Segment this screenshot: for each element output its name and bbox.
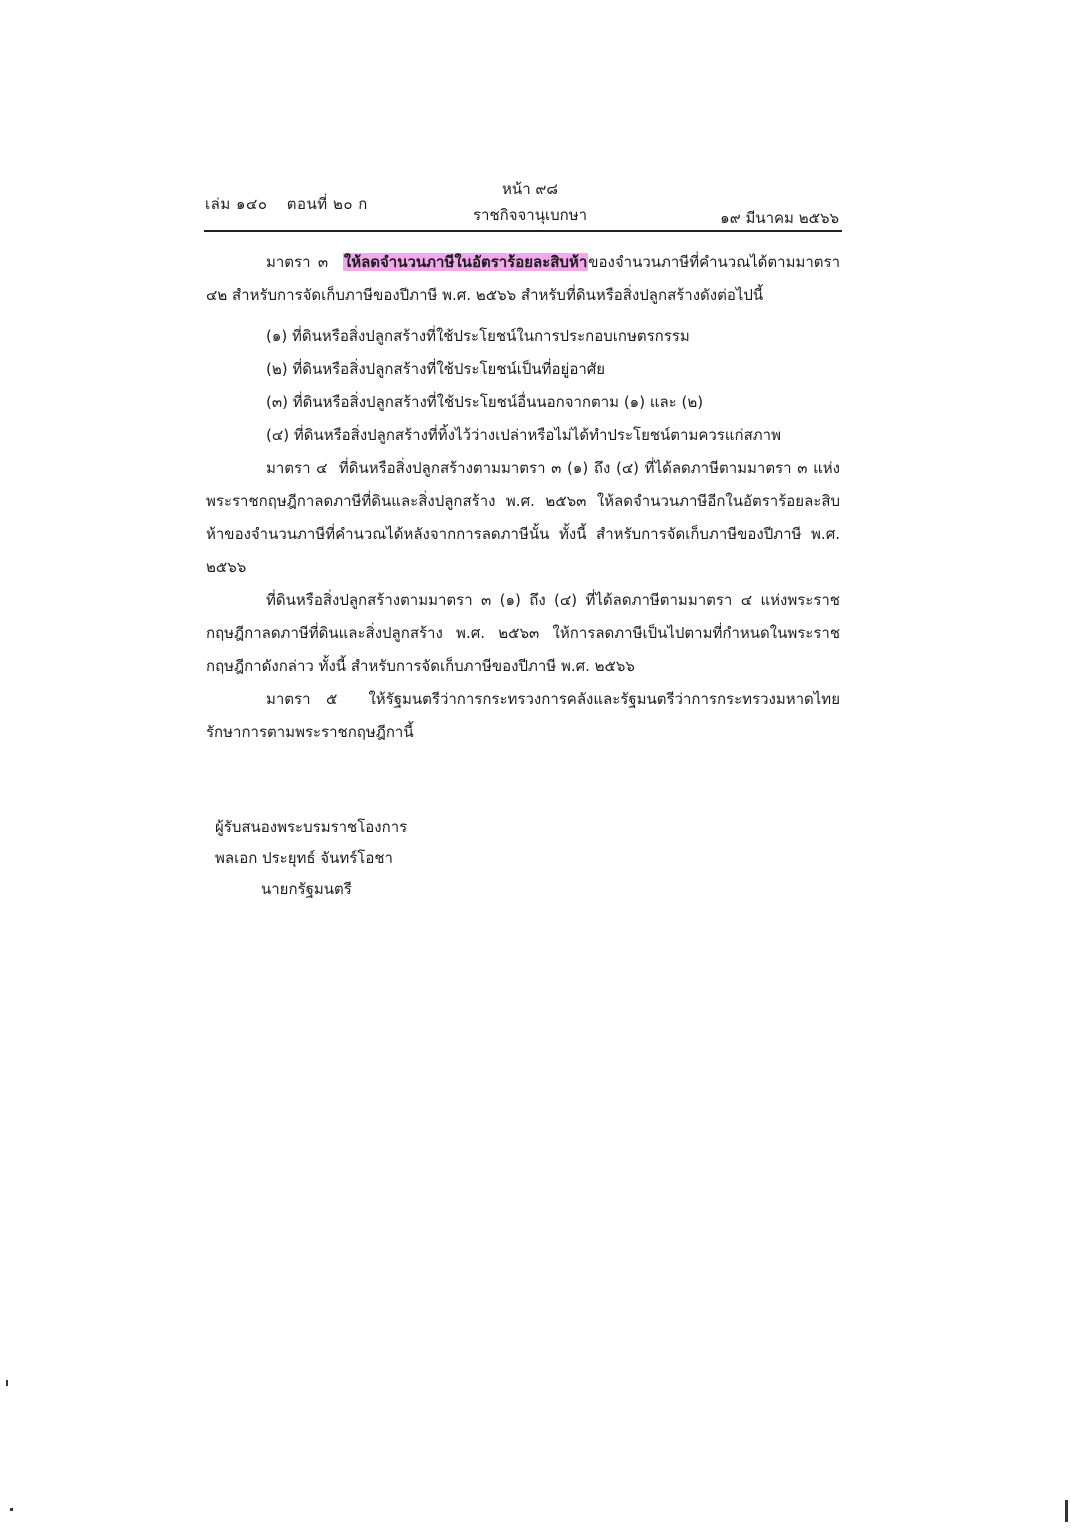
scan-edge-mark bbox=[1065, 1500, 1068, 1522]
page-number: หน้า ๙๘ bbox=[502, 180, 558, 198]
gazette-page-title bbox=[440, 176, 620, 228]
list-item: (๒) ที่ดินหรือสิ่งปลูกสร้างที่ใช้ประโยชน์เป็นที่อยู่อาศัย bbox=[266, 360, 606, 378]
signatory-title: นายกรัฐมนตรี bbox=[261, 880, 352, 898]
section-4-label: มาตรา ๔ bbox=[266, 459, 328, 477]
list-item: (๔) ที่ดินหรือสิ่งปลูกสร้างที่ทิ้งไว้ว่างเปล่าหรือไม่ได้ทำประโยชน์ตามควรแก่สภาพ bbox=[266, 426, 781, 444]
section-5 bbox=[206, 683, 840, 749]
volume-number: เล่ม ๑๔๐ bbox=[205, 195, 268, 213]
section-4-text: ที่ดินหรือสิ่งปลูกสร้างตามมาตรา ๓ (๑) ถึง (๔) ที่ได้ลดภาษีตามมาตรา ๓ แห่งพระราชกฤษฎีกาลดภาษีที่ดินและสิ่งปลูกสร้าง พ.ศ. ๒๕๖๓ ให้ลดจำนวนภาษีอีกในอัตราร้อยละสิบห้าของจำนวนภาษีที่คำนวณได้หลังจากการลดภาษีนั้น ทั้งนี้ สำหรับการจัดเก็บภาษีของปีภาษี พ.ศ. ๒๕๖๖ bbox=[206, 459, 840, 576]
section-5-text: ให้รัฐมนตรีว่าการกระทรวงการคลังและรัฐมนตรีว่าการกระทรวงมหาดไทยรักษาการตามพระราชกฤษฎีกานี้ bbox=[206, 690, 840, 741]
publication-name: ราชกิจจานุเบกษา bbox=[472, 206, 588, 224]
header-divider bbox=[204, 230, 842, 232]
countersignature bbox=[215, 812, 407, 905]
section-5-label: มาตรา ๕ bbox=[266, 690, 338, 708]
section-4-paragraph-2: ที่ดินหรือสิ่งปลูกสร้างตามมาตรา ๓ (๑) ถึง (๔) ที่ได้ลดภาษีตามมาตรา ๔ แห่งพระราชกฤษฎีกาลดภาษีที่ดินและสิ่งปลูกสร้าง พ.ศ. ๒๕๖๓ ให้การลดภาษีเป็นไปตามที่กำหนดในพระราชกฤษฎีกาดังกล่าว ทั้งนี้ สำหรับการจัดเก็บภาษีของปีภาษี พ.ศ. ๒๕๖๖ bbox=[206, 591, 840, 675]
scan-speck bbox=[6, 1380, 8, 1386]
list-item: (๓) ที่ดินหรือสิ่งปลูกสร้างที่ใช้ประโยชน์อื่นนอกจากตาม (๑) และ (๒) bbox=[266, 393, 704, 411]
countersign-line: ผู้รับสนองพระบรมราชโองการ bbox=[215, 818, 408, 836]
section-3-label: มาตรา ๓ bbox=[266, 253, 329, 271]
issue-number: ตอนที่ ๒๐ ก bbox=[286, 195, 368, 213]
section-3-text: ของจำนวนภาษีที่คำนวณได้ตามมาตรา ๔๒ สำหรับการจัดเก็บภาษีของปีภาษี พ.ศ. ๒๕๖๖ สำหรับที่ดินหรือสิ่งปลูกสร้างดังต่อไปนี้ bbox=[206, 253, 840, 304]
scan-speck bbox=[10, 1508, 13, 1511]
list-item: (๑) ที่ดินหรือสิ่งปลูกสร้างที่ใช้ประโยชน์ในการประกอบเกษตรกรรม bbox=[266, 327, 690, 345]
signatory-name: พลเอก ประยุทธ์ จันทร์โอชา bbox=[215, 849, 393, 867]
publication-date: ๑๙ มีนาคม ๒๕๖๖ bbox=[720, 209, 839, 227]
highlighted-text: ให้ลดจำนวนภาษีในอัตราร้อยละสิบห้า bbox=[343, 253, 588, 271]
gazette-volume-issue bbox=[205, 192, 382, 216]
section-3 bbox=[206, 246, 840, 312]
decree-body bbox=[206, 246, 840, 749]
section-4 bbox=[206, 452, 840, 584]
